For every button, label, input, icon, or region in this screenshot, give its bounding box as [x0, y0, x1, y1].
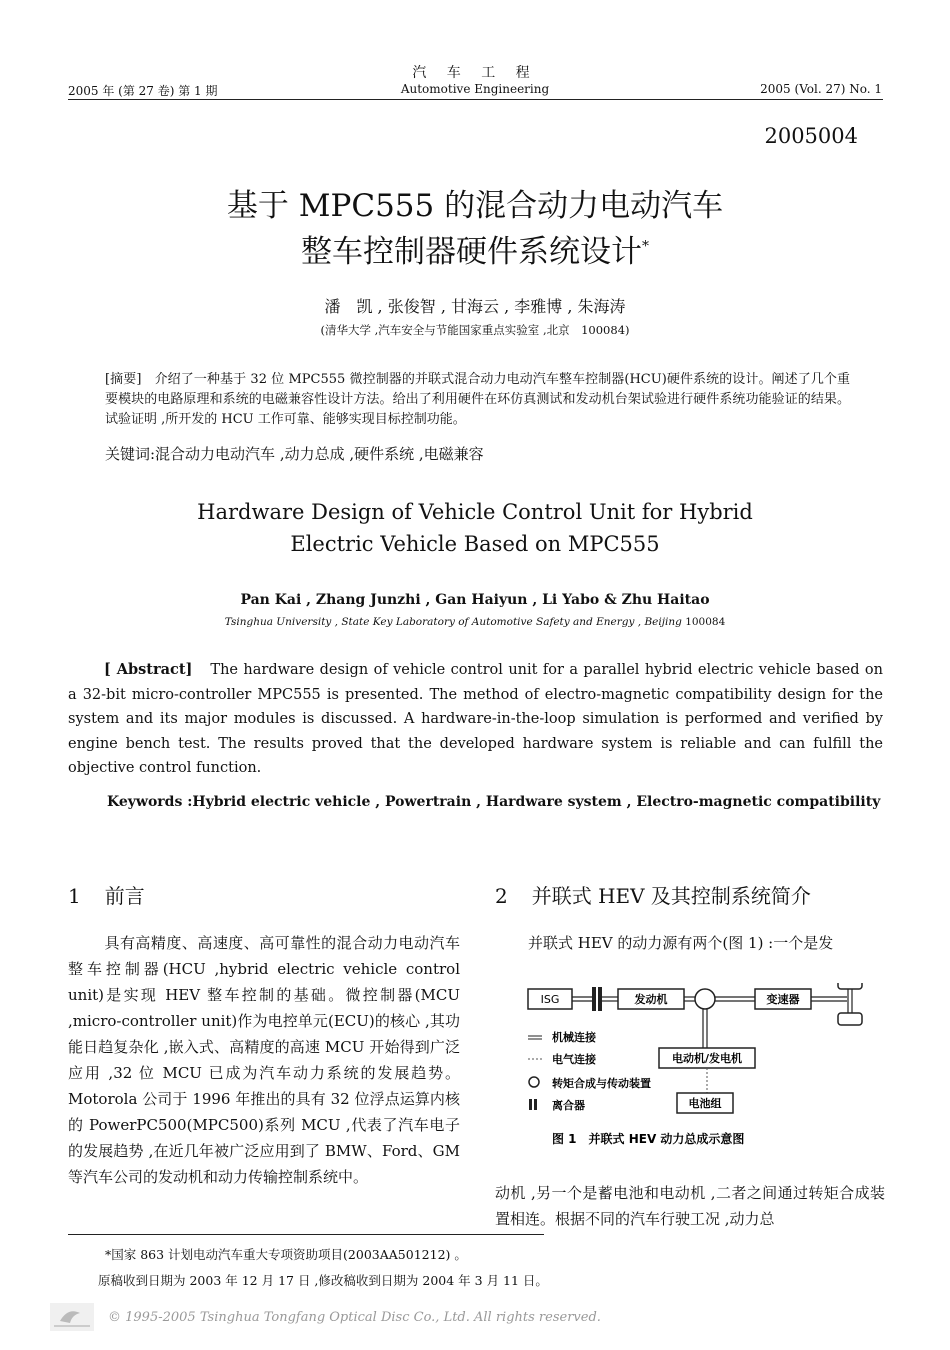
footnote-rule	[68, 1234, 544, 1235]
title-en-line2: Electric Vehicle Based on MPC555	[290, 532, 660, 556]
figure1-diagram	[522, 983, 892, 1153]
footnote-dates: 原稿收到日期为 2003 年 12 月 17 日 ,修改稿收到日期为 2004 年 3 月 11 日。	[98, 1273, 548, 1288]
affiliation-en-text: Tsinghua University , State Key Laboratory of Automotive Safety and Energy , Beijing	[224, 616, 682, 628]
section1-number: 1	[68, 884, 81, 908]
title-cn-line2: 整车控制器硬件系统设计	[301, 234, 642, 270]
clutch-bar-right	[598, 987, 602, 1011]
section2-first-line: 并联式 HEV 的动力源有两个(图 1) :一个是发	[528, 934, 834, 952]
abstract-en-label: [ Abstract]	[104, 661, 193, 678]
journal-title-en: Automotive Engineering	[400, 82, 550, 96]
title-cn-line1: 基于 MPC555 的混合动力电动汽车	[226, 188, 724, 224]
legend-electrical: 电气连接	[552, 1053, 596, 1066]
keywords-cn: 关键词:混合动力电动汽车 ,动力总成 ,硬件系统 ,电磁兼容	[105, 445, 484, 463]
transmission-label: 变速器	[766, 993, 800, 1006]
torque-coupler	[695, 989, 715, 1009]
section2-title: 并联式 HEV 及其控制系统简介	[531, 884, 811, 908]
affiliation-cn: (清华大学 ,汽车安全与节能国家重点实验室 ,北京 100084)	[320, 323, 630, 337]
copyright-notice: © 1995-2005 Tsinghua Tongfang Optical Disc Co., Ltd. All rights reserved.	[108, 1310, 601, 1325]
wheel-bottom	[838, 1013, 862, 1025]
wheel-top	[838, 983, 862, 989]
title-cn-line2-wrap	[0, 226, 950, 271]
issue-info-en: 2005 (Vol. 27) No. 1	[760, 82, 882, 96]
journal-title-cn: 汽 车 工 程	[412, 65, 538, 81]
clutch-bar-left	[592, 987, 596, 1011]
section1-heading	[68, 880, 145, 909]
abstract-en	[68, 658, 883, 781]
isg-label: ISG	[540, 993, 560, 1006]
header-rule	[68, 99, 883, 100]
section1-body-text: 具有高精度、高速度、高可靠性的混合动力电动汽车整车控制器(HCU ,hybrid electric vehicle control unit)是实现 HEV 整车控制的基础。微控制器(MCU ,micro-controller unit)作为电控单元(ECU)的核心 ,其功能日趋复杂化 ,嵌入式、高精度的高速 MCU 开始得到广泛应用 ,32 位 MCU 已成为汽车动力系统的发展趋势。Motorola 公司于 1996 年推出的具有 32 位浮点运算内核的 PowerPC500(MPC500)系列 MCU ,代表了汽车电子的发展趋势 ,在近几年被广泛应用到了 BMW、Ford、GM 等汽车公司的发动机和动力传输控制系统中。	[68, 934, 460, 1186]
abstract-en-text: The hardware design of vehicle control unit for a parallel hybrid electric vehicle based on a 32-bit micro-controller MPC555 is presented. The method of electro-magnetic compatibility design for the system and its major modules is discussed. A hardware-in-the-loop simulation is performed and verified by engine bench test. The results proved that the developed hardware system is reliable and can fulfill the objective control function.	[68, 662, 883, 776]
figure1-caption: 图 1 并联式 HEV 动力总成示意图	[552, 1132, 745, 1146]
title-en-line1: Hardware Design of Vehicle Control Unit for Hybrid	[197, 500, 753, 524]
section1-title: 前言	[104, 884, 145, 908]
section2-number: 2	[495, 884, 508, 908]
motor-label: 电动机/发电机	[671, 1052, 743, 1065]
legend-coupler: 转矩合成与传动装置	[552, 1077, 651, 1090]
section1-body	[68, 930, 460, 1190]
issue-info-cn: 2005 年 (第 27 卷) 第 1 期	[68, 84, 218, 98]
cnki-logo-icon	[50, 1303, 94, 1331]
title-footnote-mark: *	[642, 238, 649, 255]
authors-en: Pan Kai , Zhang Junzhi , Gan Haiyun , Li Yabo & Zhu Haitao	[240, 592, 710, 608]
legend-clutch: 离合器	[552, 1099, 585, 1112]
abstract-cn: [摘要] 介绍了一种基于 32 位 MPC555 微控制器的并联式混合动力电动汽车整车控制器(HCU)硬件系统的设计。阐述了几个重要模块的电路原理和系统的电磁兼容性设计方法。给出了利用硬件在环仿真测试和发动机台架试验进行硬件系统功能验证的结果。试验证明 ,所开发的 HCU 工作可靠、能够实现目标控制功能。	[105, 372, 850, 427]
affiliation-en	[0, 616, 950, 628]
affiliation-en-postcode: 100084	[685, 616, 726, 628]
engine-label: 发动机	[634, 993, 668, 1006]
section2-continuation: 动机 ,另一个是蓄电池和电动机 ,二者之间通过转矩合成装置相连。根据不同的汽车行驶工况 ,动力总	[495, 1184, 885, 1228]
section2-heading	[495, 880, 811, 909]
article-number: 2005004	[764, 124, 858, 148]
keywords-en: Keywords :Hybrid electric vehicle , Powertrain , Hardware system , Electro-magnetic compatibility	[107, 794, 881, 810]
legend-mechanical: 机械连接	[552, 1031, 596, 1044]
footnote-fund: *国家 863 计划电动汽车重大专项资助项目(2003AA501212) 。	[105, 1247, 467, 1262]
battery-label: 电池组	[688, 1097, 722, 1110]
authors-cn: 潘 凯 , 张俊智 , 甘海云 , 李雅博 , 朱海涛	[324, 297, 626, 316]
